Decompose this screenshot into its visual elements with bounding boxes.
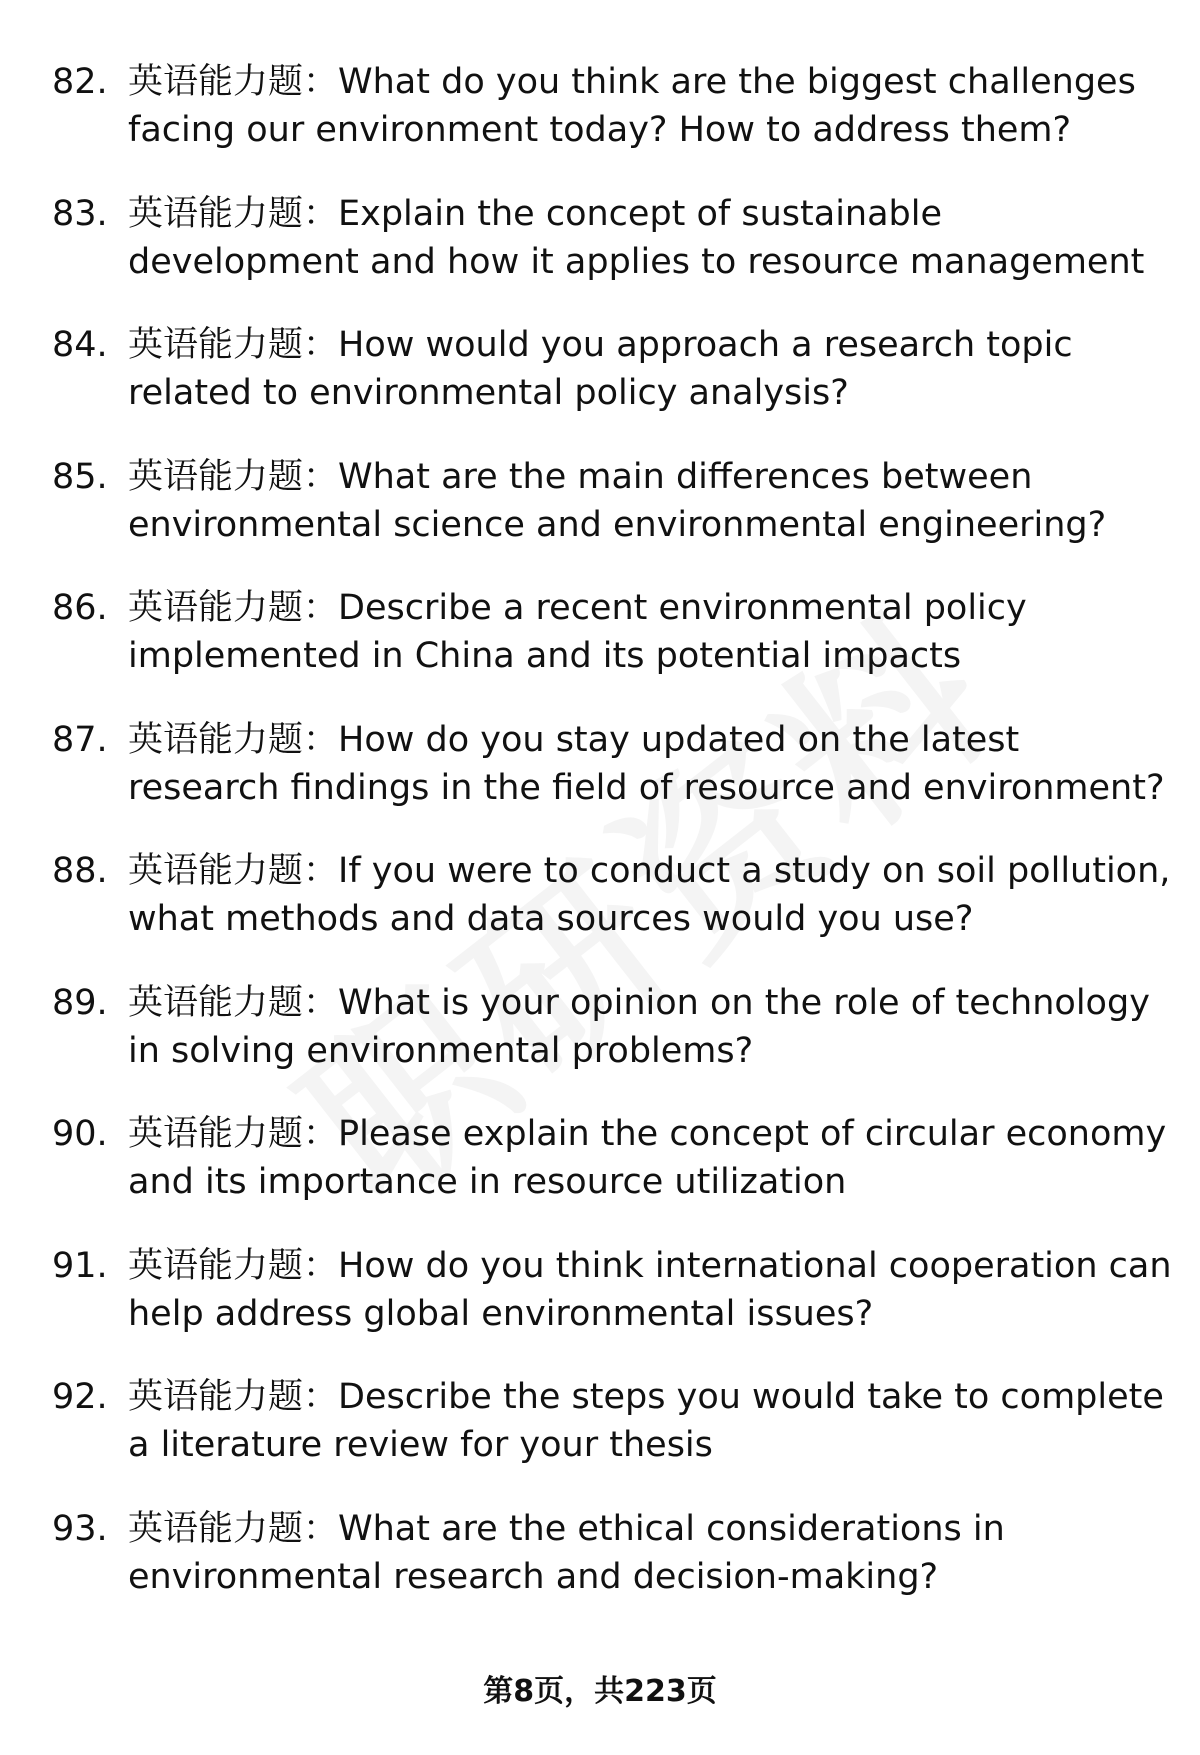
question-text: Describe a recent environmental policy implemented in China and its potential impacts [128,588,1027,676]
question-tag: 英语能力题： [128,1245,339,1286]
question-tag: 英语能力题： [128,588,339,628]
question-text: How do you think international cooperation can help address global environmental issues? [128,1245,1172,1334]
question-body [128,190,1172,286]
question-tag: 英语能力题： [128,719,339,760]
question-tag: 英语能力题： [128,982,339,1023]
question-body [128,1505,1172,1601]
question-item [52,190,1172,322]
question-item [52,1373,1172,1505]
question-tag: 英语能力题： [128,1377,339,1417]
question-item [52,716,1172,848]
question-text: If you were to conduct a study on soil pollution, what methods and data sources would you use? [128,851,1171,939]
question-tag: 英语能力题： [128,1508,339,1549]
question-text: What do you think are the biggest challenges facing our environment today? How to address them? [128,62,1136,150]
question-number: 88. [52,851,108,891]
question-number: 84. [52,325,108,365]
question-item [52,847,1172,979]
question-tag: 英语能力题： [128,1114,339,1154]
question-item [52,1242,1172,1374]
question-number: 93. [52,1508,108,1549]
question-tag: 英语能力题： [128,325,339,365]
question-body [128,716,1172,812]
question-body [128,1110,1172,1206]
question-number: 86. [52,588,108,628]
question-body [128,321,1172,417]
question-text: Please explain the concept of circular economy and its importance in resource utilization [128,1114,1167,1202]
question-text: What are the ethical considerations in environmental research and decision-making? [128,1508,1005,1597]
question-item [52,1505,1172,1637]
question-tag: 英语能力题： [128,62,339,102]
page-footer: 第8页，共223页 [483,1674,717,1709]
question-number: 92. [52,1377,108,1417]
question-number: 91. [52,1245,108,1286]
question-item [52,321,1172,453]
question-number: 85. [52,456,108,497]
question-number: 90. [52,1114,108,1154]
question-number: 83. [52,193,108,234]
question-text: How would you approach a research topic related to environmental policy analysis? [128,325,1073,413]
question-tag: 英语能力题： [128,193,339,234]
question-body [128,847,1172,943]
question-number: 87. [52,719,108,760]
question-list [52,58,1172,1636]
question-body [128,453,1172,549]
question-text: What are the main differences between environmental science and environmental engineering? [128,456,1107,545]
question-item [52,979,1172,1111]
question-item [52,1110,1172,1242]
question-text: Explain the concept of sustainable development and how it applies to resource management [128,193,1145,282]
question-item [52,58,1172,190]
question-body [128,584,1172,680]
question-tag: 英语能力题： [128,456,339,497]
question-text: How do you stay updated on the latest research findings in the field of resource and environment? [128,719,1165,808]
question-body [128,1242,1172,1338]
question-item [52,453,1172,585]
question-body [128,1373,1172,1469]
question-tag: 英语能力题： [128,851,339,891]
question-item [52,584,1172,716]
question-number: 82. [52,62,108,102]
question-number: 89. [52,982,108,1023]
question-text: Describe the steps you would take to complete a literature review for your thesis [128,1377,1164,1465]
question-text: What is your opinion on the role of technology in solving environmental problems? [128,982,1150,1071]
question-body [128,58,1172,154]
question-body [128,979,1172,1075]
